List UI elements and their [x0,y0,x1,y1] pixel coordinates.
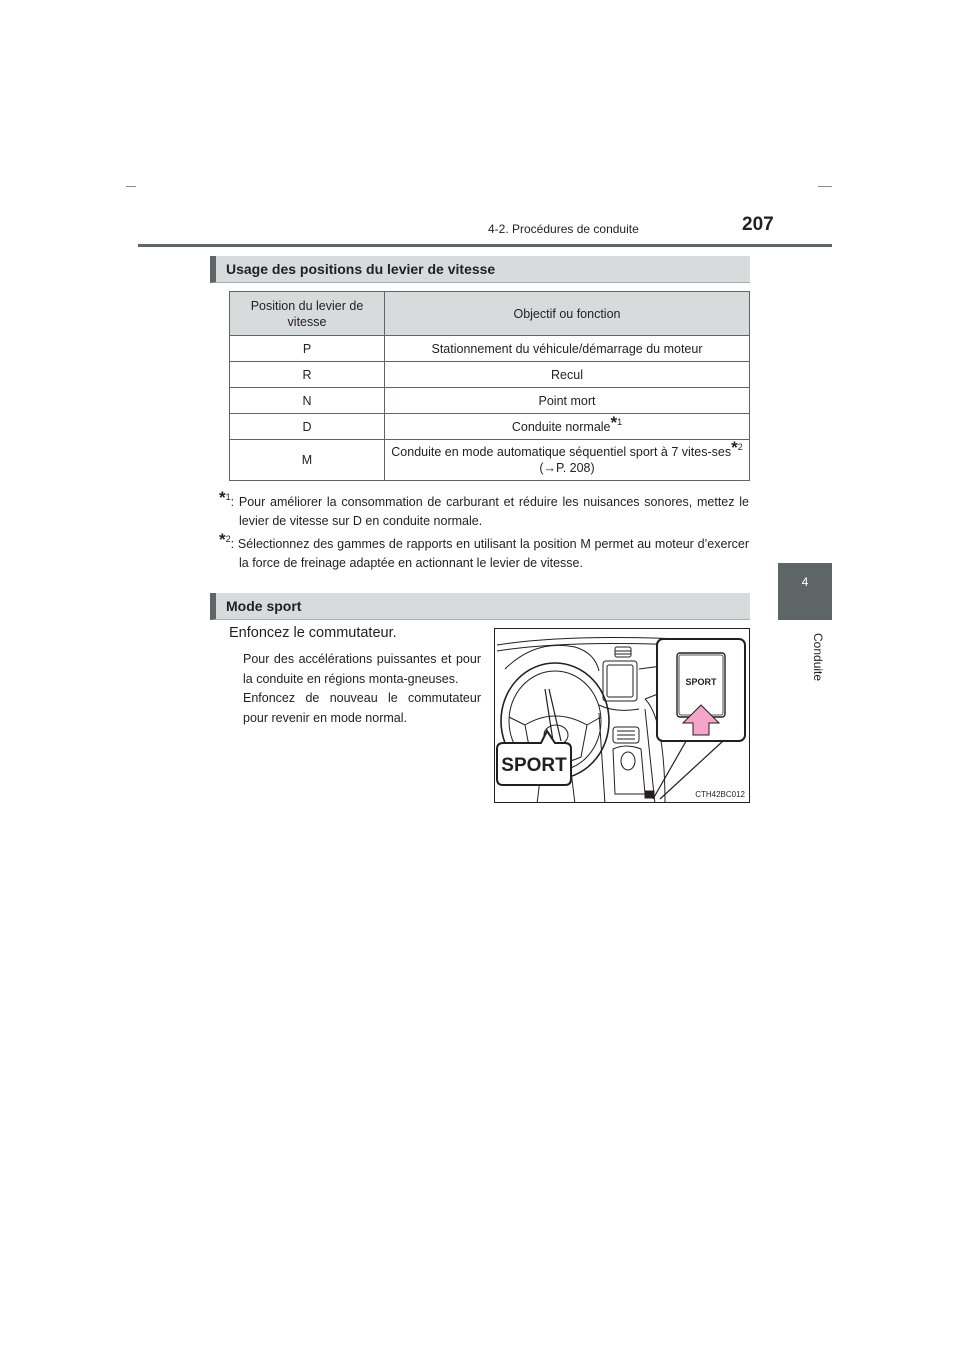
paragraph: Pour des accélérations puissantes et pour la conduite en régions monta-gneuses. [243,652,481,686]
footnote-star-mark: * [731,438,738,457]
table-row [230,336,750,362]
crop-mark-right [818,186,832,187]
footnote-1 [219,488,749,531]
page-reference: (→P. 208) [539,461,595,475]
table-header-function: Objectif ou fonction [385,292,750,336]
paragraph: Enfoncez de nouveau le commutateur pour revenir en mode normal. [243,691,481,725]
figure-code: CTH42BC012 [695,790,745,799]
table-cell-function [385,440,750,481]
table-row [230,362,750,388]
crop-mark-left [126,186,136,187]
footnote-number: 2 [225,534,231,544]
table-cell-position: N [230,388,385,414]
header-section-title: 4-2. Procédures de conduite [488,222,639,236]
footnote-text: : Pour améliorer la consommation de carburant et réduire les nuisances sonores, mettez le levier de vitesse sur D en conduite normale. [230,495,749,528]
footnote-2 [219,530,749,573]
header-rule [138,244,832,247]
table-row [230,440,750,481]
table-cell-position: R [230,362,385,388]
table-header-position: Position du levier de vitesse [230,292,385,336]
gear-position-table [229,291,750,481]
table-cell-position: M [230,440,385,481]
table-row [230,388,750,414]
dashboard-drawing [495,629,750,803]
table-cell-position: P [230,336,385,362]
footnote-text: : Sélectionnez des gammes de rapports en utilisant la position M permet au moteur d’exercer la force de freinage adaptée en actionnant le levier de vitesse. [230,537,749,570]
page-number: 207 [742,214,774,235]
table-cell-function [385,414,750,440]
sport-mode-description [243,650,481,728]
table-row [230,414,750,440]
sport-callout-label: SPORT [501,755,567,776]
chapter-tab [778,563,832,620]
footnote-star-mark: * [219,488,226,507]
section-title-sport-mode: Mode sport [210,593,750,620]
function-text: Conduite normale [511,419,611,434]
table-cell-function: Stationnement du véhicule/démarrage du moteur [385,336,750,362]
footnote-star-mark: * [219,530,226,549]
function-text: Conduite en mode automatique séquentiel sport à 7 vites-ses [391,445,732,459]
footnote-ref-number: 2 [737,442,743,452]
sport-button-label: SPORT [685,677,717,687]
footnote-number: 1 [225,492,231,502]
footnote-star-mark: * [610,412,618,432]
chapter-tab-label: Conduite [811,632,825,682]
chapter-tab-number: 4 [801,575,809,589]
instruction-step: Enfoncez le commutateur. [229,625,397,641]
table-cell-function: Recul [385,362,750,388]
table-cell-position: D [230,414,385,440]
table-cell-function: Point mort [385,388,750,414]
sport-switch-illustration [494,628,750,803]
footnote-ref-number: 1 [617,416,623,427]
table-header-row [230,292,750,336]
section-title-gear-positions: Usage des positions du levier de vitesse [210,256,750,283]
